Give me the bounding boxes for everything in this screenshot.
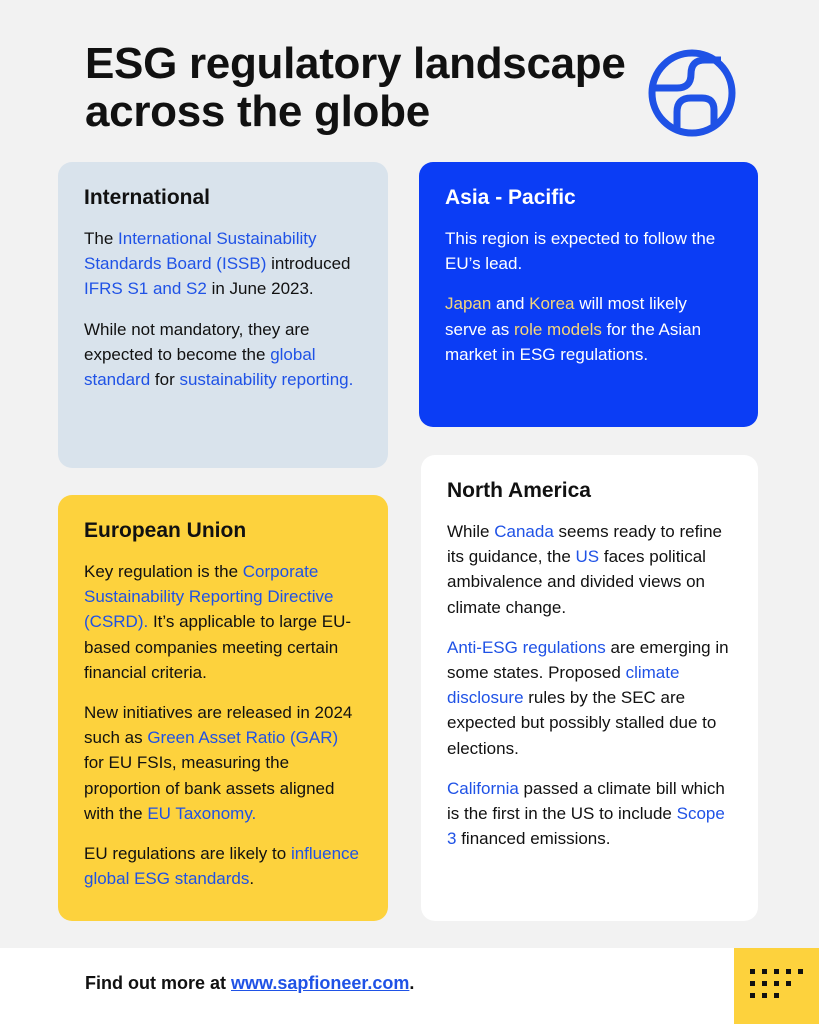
na-paragraph-1 <box>447 519 732 620</box>
title-line-2: across the globe <box>85 87 430 136</box>
text: The <box>84 229 119 248</box>
text: for the Asian market in ESG regulations. <box>445 319 702 364</box>
text: rules by the SEC are expected but possibly stalled due to elections. <box>447 688 717 758</box>
na-paragraph-2 <box>447 635 732 761</box>
globe-logo-icon <box>647 48 737 138</box>
gar-highlight: Green Asset Ratio (GAR) <box>147 728 339 748</box>
asia-pacific-title: Asia - Pacific <box>445 186 576 209</box>
website-link[interactable]: www.sapfioneer.com <box>231 973 410 993</box>
role-models-highlight: role models <box>513 319 602 339</box>
issb-highlight: International Sustainability Standards Board (ISSB) <box>84 229 317 274</box>
brand-badge <box>734 948 819 1024</box>
na-paragraph-3 <box>447 776 732 852</box>
eu-paragraph-3 <box>84 841 362 891</box>
title-line-1: ESG regulatory landscape <box>85 39 626 88</box>
european-union-title: European Union <box>84 519 247 542</box>
international-title: International <box>84 186 211 209</box>
text: financed emissions. <box>456 829 611 849</box>
csrd-highlight: Corporate Sustainability Reporting Directive (CSRD). <box>84 562 334 632</box>
text: This region is expected to follow the EU’s lead. <box>445 229 716 274</box>
text: EU regulations are likely to <box>84 844 291 864</box>
anti-esg-highlight: Anti-ESG regulations <box>447 637 606 657</box>
canada-highlight: Canada <box>494 522 554 541</box>
ifrs-highlight: IFRS S1 and S2 <box>84 279 207 299</box>
global-standard-highlight: global standard <box>84 344 316 390</box>
text: seems ready to refine its guidance, the <box>447 522 722 567</box>
footer-text <box>85 970 414 996</box>
asia-paragraph-2 <box>445 291 732 367</box>
text: passed a climate bill which is the first in the US to include <box>447 778 725 824</box>
text: are emerging in some states. Proposed <box>447 637 729 683</box>
international-paragraph-1 <box>84 226 362 302</box>
asia-pacific-card <box>419 162 758 427</box>
sustainability-reporting-highlight: sustainability reporting. <box>179 370 354 390</box>
north-america-title: North America <box>447 479 591 502</box>
scope-3-highlight: Scope 3 <box>447 804 725 849</box>
text: Key regulation is the <box>84 562 243 581</box>
eu-paragraph-1 <box>84 559 362 685</box>
page-title <box>85 40 645 136</box>
dot-grid-logo-icon <box>734 948 819 1024</box>
influence-highlight: influence global ESG standards <box>84 844 359 889</box>
climate-disclosure-highlight: climate disclosure <box>447 663 680 708</box>
text: in June 2023. <box>206 279 314 299</box>
international-card <box>58 162 388 468</box>
text: . <box>249 869 255 889</box>
text: faces political ambivalence and divided views on climate change. <box>447 547 706 617</box>
text: While not mandatory, they are expected to become the <box>84 319 310 364</box>
international-paragraph-2 <box>84 317 362 393</box>
north-america-card <box>421 455 758 921</box>
korea-highlight: Korea <box>529 294 575 314</box>
text: for EU FSIs, measuring the proportion of bank assets aligned with the <box>84 753 335 823</box>
footer-period: . <box>409 973 415 993</box>
eu-taxonomy-highlight: EU Taxonomy. <box>147 803 257 823</box>
text: While <box>447 522 495 541</box>
text: will most likely serve as <box>445 294 687 339</box>
us-highlight: US <box>575 547 600 567</box>
european-union-card <box>58 495 388 921</box>
japan-highlight: Japan <box>445 294 492 314</box>
footer <box>0 948 819 1024</box>
footer-label: Find out more at <box>85 973 231 993</box>
text: New initiatives are released in 2024 such as <box>84 703 353 748</box>
eu-paragraph-2 <box>84 700 362 826</box>
text: and <box>491 294 530 314</box>
text: It’s applicable to large EU-based companies meeting certain financial criteria. <box>84 612 352 682</box>
asia-paragraph-1 <box>445 226 732 276</box>
text: for <box>150 370 180 390</box>
text: introduced <box>266 254 351 274</box>
california-highlight: California <box>447 778 519 798</box>
